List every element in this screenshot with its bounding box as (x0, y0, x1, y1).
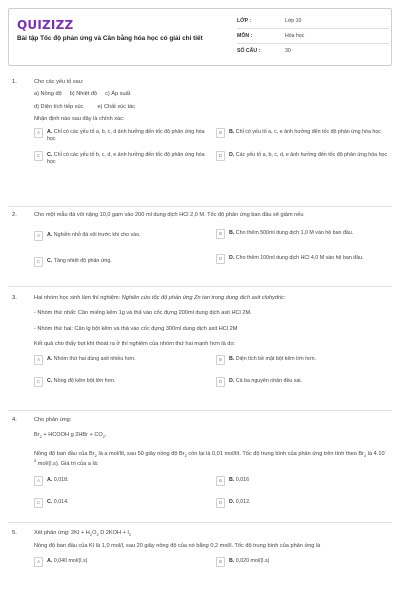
option-key: B (216, 229, 225, 239)
option-key: C (34, 151, 43, 161)
option-text: 0,020 mol/(l.s) (235, 557, 270, 564)
worksheet-meta (237, 14, 389, 59)
worksheet-title: Bài tập Tốc độ phản ứng và Cân bằng hóa học có giải chi tiết (17, 35, 203, 42)
question-body (34, 530, 388, 571)
stem-text: Hai nhóm học sinh làm thí nghiệm: (34, 295, 122, 301)
question-stem: Cho phản ứng: (34, 417, 72, 423)
option-label: B. (229, 129, 235, 136)
paragraph-part: mol/(l.s). Giá trị của a là: (36, 460, 99, 467)
question-number: 1. (12, 79, 17, 85)
question-5 (12, 530, 388, 596)
question-number: 3. (12, 295, 17, 301)
answer-option-c[interactable] (34, 257, 206, 267)
quizizz-logo: QUIZIZZ (17, 18, 74, 32)
worksheet-header (8, 8, 392, 66)
option-text: Cho thêm 100ml dung dịch HCl 4,0 M vào hệ ban đầu. (235, 255, 364, 262)
option-key: B (216, 355, 225, 365)
option-text: Chỉ có yếu tố a, c, e ảnh hưởng đến tốc độ phản ứng hóa học (235, 129, 381, 136)
paragraph-superscript: -5 (34, 447, 386, 463)
answer-option-d[interactable] (216, 254, 388, 264)
question-body (34, 212, 388, 277)
equation-subscript: 2 (128, 532, 132, 538)
equation-part: + HCOOH g 2HBr + CO (41, 432, 103, 439)
answer-option-c[interactable] (34, 377, 206, 387)
question-2 (12, 212, 388, 282)
paragraph-subscript: 2 (184, 452, 187, 458)
answer-option-b[interactable] (216, 229, 388, 239)
option-label: B. (229, 356, 235, 363)
option-key: B (216, 557, 225, 567)
equation-subscript: 2 (39, 434, 42, 440)
paragraph-part: còn lại là 0,01 mol/lít. Tốc độ trung bình của phản ứng trên tính theo Br (186, 450, 364, 457)
question-body (34, 79, 388, 172)
option-text: 0,018. (53, 476, 69, 483)
question-1 (12, 79, 388, 204)
option-text: Chỉ có các yếu tố b, c, d, e ảnh hưởng đến tốc độ phản ứng hóa học (47, 152, 205, 166)
option-key: D (216, 254, 225, 264)
question-divider (8, 286, 392, 287)
option-text: Tăng nhiệt độ phản ứng. (53, 258, 112, 265)
meta-row-subject (237, 29, 389, 44)
question-paragraph (34, 448, 388, 468)
equation-part: . (105, 432, 107, 439)
answer-options (34, 557, 388, 571)
answer-option-a[interactable] (34, 476, 206, 486)
option-label: D. (229, 378, 235, 385)
paragraph-subscript: 2 (363, 452, 367, 458)
option-label: A. (47, 356, 53, 363)
equation-part: D 2KOH + I (98, 530, 129, 536)
option-key: D (216, 151, 225, 161)
answer-option-a[interactable] (34, 355, 206, 365)
option-label: D. (229, 498, 235, 505)
paragraph-subscript: 2 (94, 452, 97, 458)
option-key: A (34, 355, 43, 365)
factor-list (34, 91, 388, 98)
option-key: A (34, 476, 43, 486)
factor-list (34, 104, 388, 111)
option-key: B (216, 128, 225, 138)
option-label: A. (47, 129, 53, 136)
answer-option-a[interactable] (34, 128, 206, 143)
question-prompt: Nhận định nào sau đây là chính xác: (34, 115, 125, 122)
option-label: A. (47, 232, 53, 239)
option-text: Diện tích bề mặt bột kẽm lớn hơn. (235, 356, 317, 363)
question-4 (12, 417, 388, 517)
option-text: Cho thêm 500ml dung dịch 1,0 M vào hệ ban đầu. (235, 230, 354, 237)
option-key: C (34, 498, 43, 508)
option-text: Nghiền nhỏ đá vôi trước khi cho vào. (53, 232, 141, 239)
question-stem: Nồng độ ban đầu của KI là 1,0 mol/l, sau 20 giây nồng độ của nó bằng 0,2 mol/l. Tốc độ trung bình của phản ứng là (34, 543, 321, 550)
question-divider (8, 206, 392, 207)
factor-item: a) Nồng độ (34, 91, 62, 98)
option-label: C. (47, 498, 53, 505)
equation-subscript: 2 (96, 532, 99, 538)
question-divider (8, 522, 392, 523)
paragraph-part: là 4.10 (366, 450, 385, 457)
question-stem: Cho một mẫu đá vôi nặng 10,0 gam vào 200 ml dung dịch HCl 2,0 M. Tốc độ phản ứng ban đầu sẽ giảm nếu (34, 212, 304, 218)
equation-subscript: 2 (102, 434, 105, 440)
option-label: C. (47, 258, 53, 265)
option-label: B. (229, 557, 235, 564)
option-label: C. (47, 378, 53, 385)
answer-options (34, 128, 388, 172)
equation-part: Br (34, 432, 40, 439)
option-text: Nồng độ kẽm bột lớn hơn. (53, 378, 116, 385)
answer-options (34, 229, 388, 277)
option-text: 0,014. (53, 498, 69, 505)
factor-item: b) Nhiệt độ (69, 91, 98, 98)
meta-label: LỚP : (237, 17, 252, 24)
option-label: B. (229, 476, 235, 483)
paragraph-part: Nồng độ ban đầu của Br (34, 450, 95, 457)
answer-option-d[interactable] (216, 151, 388, 161)
option-key: D (216, 377, 225, 387)
answer-option-b[interactable] (216, 355, 388, 365)
question-body (34, 295, 388, 395)
reaction-equation (34, 432, 388, 439)
paragraph-part: là a mol/lít, sau 50 giây nồng độ Br (96, 450, 185, 457)
option-text: 0,016 (235, 476, 250, 483)
experiment-line: - Nhóm thứ nhất: Cân miếng kẽm 1g và thả vào cốc đựng 200ml dung dịch axit HCl 2M. (34, 310, 252, 317)
answer-option-b[interactable] (216, 128, 388, 138)
meta-value: Lớp 10 (285, 17, 302, 24)
option-key: C (34, 377, 43, 387)
factor-item: e) Chất xúc tác (97, 103, 136, 110)
question-prompt: Kết quả cho thấy bọt khí thoát ra ở thí nghiệm của nhóm thứ hai mạnh hơn là do: (34, 340, 236, 347)
question-stem: Cho các yếu tố sau: (34, 79, 84, 85)
option-key: A (34, 557, 43, 567)
equation-subscript: 2 (89, 532, 93, 538)
option-key: A (34, 231, 43, 241)
factor-item: c) Áp suất (105, 91, 131, 98)
option-label: A. (47, 557, 53, 564)
answer-option-a[interactable] (34, 557, 206, 567)
equation-part: O (92, 530, 97, 536)
question-number: 5. (12, 530, 17, 536)
option-key: C (34, 257, 43, 267)
experiment-line: - Nhóm thứ hai: Cân lg bột kẽm và thả vào cốc đựng 300ml dung dịch axit HCl 2M (34, 325, 238, 332)
answer-option-d[interactable] (216, 498, 388, 508)
option-label: D. (229, 152, 235, 159)
option-key: A (34, 128, 43, 138)
reaction-equation (34, 530, 388, 537)
option-label: A. (47, 476, 53, 483)
answer-option-a[interactable] (34, 231, 206, 241)
option-text: Cả ba nguyên nhân đều sai. (235, 378, 303, 385)
answer-options (34, 476, 388, 516)
option-text: Chỉ có các yếu tố a, b, c, d ảnh hưởng đến tốc độ phản ứng hóa học (47, 129, 205, 143)
meta-label: MÔN : (237, 32, 253, 39)
option-text: Các yếu tố a, b, c, d, e ảnh hưởng đến tốc độ phản ứng hóa học (235, 152, 388, 159)
question-body (34, 417, 388, 516)
option-text: 0,040 mol/(l.s) (53, 557, 88, 564)
answer-options (34, 355, 388, 395)
question-number: 2. (12, 212, 17, 218)
question-divider (8, 410, 392, 411)
question-number: 4. (12, 417, 17, 423)
option-label: D. (229, 255, 235, 262)
answer-option-b[interactable] (216, 557, 388, 567)
answer-option-c[interactable] (34, 498, 206, 508)
question-3 (12, 295, 388, 405)
answer-option-d[interactable] (216, 377, 388, 387)
factor-item: d) Diện tích tiếp xúc (34, 103, 84, 110)
option-text: 0,012. (235, 498, 251, 505)
option-label: C. (47, 152, 53, 159)
meta-value: 30 (285, 48, 291, 55)
meta-row-grade (237, 14, 389, 29)
answer-option-b[interactable] (216, 476, 388, 486)
equation-part: Xét phản ứng: 2KI + H (34, 530, 90, 536)
option-label: B. (229, 230, 235, 237)
meta-value: Hóa học (285, 32, 305, 39)
question-stem (34, 295, 388, 302)
option-key: D (216, 498, 225, 508)
option-key: B (216, 476, 225, 486)
meta-row-count (237, 44, 389, 59)
meta-label: SỐ CÂU : (237, 48, 261, 55)
answer-option-c[interactable] (34, 151, 206, 166)
stem-italic-text: Nghiên cứu tốc độ phản ứng Zn tan trong dung dịch axit clohydric: (121, 295, 286, 301)
option-text: Nhóm thứ hai dùng axit nhiều hơn. (53, 356, 136, 363)
